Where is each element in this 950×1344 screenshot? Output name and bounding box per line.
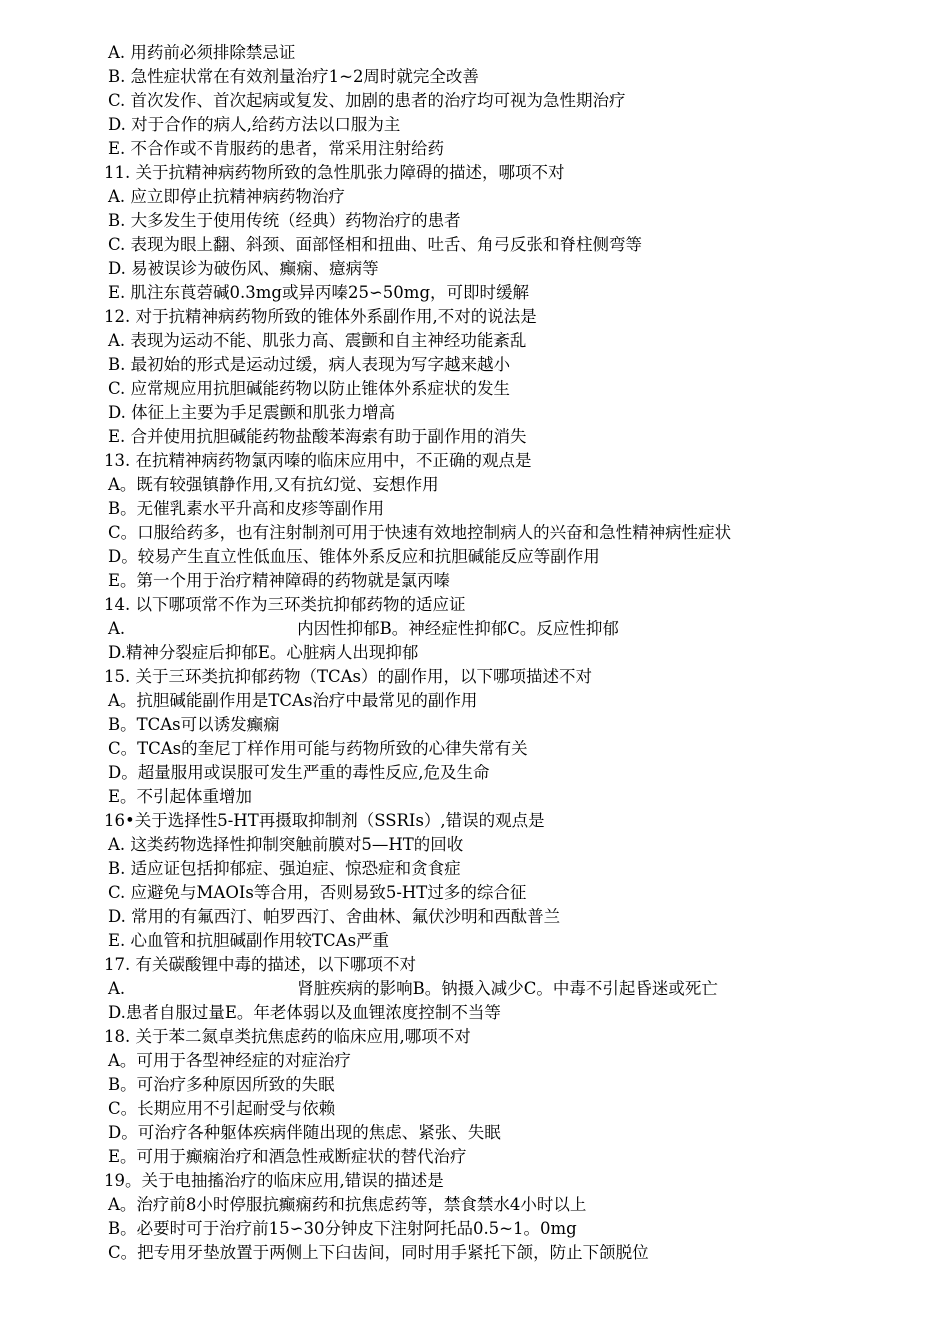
answer-option: E. 肌注东莨菪碱0.3mg或异丙嗪25∽50mg，可即时缓解 — [108, 283, 530, 302]
answer-option: B. 最初始的形式是运动过缓，病人表现为写字越来越小 — [108, 355, 511, 374]
answer-option: C。把专用牙垫放置于两侧上下臼齿间，同时用手紧托下颌，防止下颌脱位 — [108, 1243, 649, 1262]
answer-option: B. 大多发生于使用传统（经典）药物治疗的患者 — [108, 211, 461, 230]
question-stem: 14. 以下哪项常不作为三环类抗抑郁药物的适应证 — [104, 595, 466, 614]
answer-option: A. 表现为运动不能、肌张力高、震颤和自主神经功能紊乱 — [108, 331, 527, 350]
answer-option: E。可用于癫痫治疗和酒急性戒断症状的替代治疗 — [108, 1147, 467, 1166]
answer-option: C. 应避免与MAOIs等合用，否则易致5-HT过多的综合征 — [108, 883, 527, 902]
answer-option: D.精神分裂症后抑郁E。心脏病人出现抑郁 — [108, 643, 419, 662]
option-lead: A. — [108, 979, 126, 998]
answer-option: A。既有较强镇静作用,又有抗幻觉、妄想作用 — [108, 475, 439, 494]
answer-option: D。较易产生直立性低血压、锥体外系反应和抗胆碱能反应等副作用 — [108, 547, 600, 566]
option-lead: A. — [108, 619, 126, 638]
answer-option: E. 心血管和抗胆碱副作用较TCAs严重 — [108, 931, 390, 950]
answer-option: C。长期应用不引起耐受与依赖 — [108, 1099, 336, 1118]
answer-option: D. 常用的有氟西汀、帕罗西汀、舍曲林、氟伏沙明和西酞普兰 — [108, 907, 561, 926]
answer-option: C。TCAs的奎尼丁样作用可能与药物所致的心律失常有关 — [108, 739, 528, 758]
answer-option: D. 易被误诊为破伤风、癫痫、癔病等 — [108, 259, 379, 278]
answer-option: B. 适应证包括抑郁症、强迫症、惊恐症和贪食症 — [108, 859, 461, 878]
answer-option: E. 合并使用抗胆碱能药物盐酸苯海索有助于副作用的消失 — [108, 427, 527, 446]
question-stem: 11. 关于抗精神病药物所致的急性肌张力障碍的描述，哪项不对 — [104, 163, 565, 182]
answer-option: E。不引起体重增加 — [108, 787, 253, 806]
answer-option: D. 对于合作的病人,给药方法以口服为主 — [108, 115, 401, 134]
answer-option: A。治疗前8小时停服抗癫痫药和抗焦虑药等，禁食禁水4小时以上 — [108, 1195, 587, 1214]
answer-option: A。可用于各型神经症的对症治疗 — [108, 1051, 351, 1070]
option-text: 内因性抑郁B。神经症性抑郁C。反应性抑郁 — [297, 619, 619, 638]
answer-option: E. 不合作或不肯服药的患者，常采用注射给药 — [108, 139, 445, 158]
question-stem: 15. 关于三环类抗抑郁药物（TCAs）的副作用，以下哪项描述不对 — [104, 667, 592, 686]
answer-option: C. 首次发作、首次起病或复发、加剧的患者的治疗均可视为急性期治疗 — [108, 91, 626, 110]
answer-option: D.患者自服过量E。年老体弱以及血锂浓度控制不当等 — [108, 1003, 501, 1022]
answer-option: E。第一个用于治疗精神障碍的药物就是氯丙嗪 — [108, 571, 451, 590]
answer-option: D。可治疗各种躯体疾病伴随出现的焦虑、紧张、失眠 — [108, 1123, 501, 1142]
option-text: 肾脏疾病的影响B。钠摄入减少C。中毒不引起昏迷或死亡 — [297, 979, 718, 998]
answer-option: A. 应立即停止抗精神病药物治疗 — [108, 187, 345, 206]
answer-option: B. 急性症状常在有效剂量治疗1~2周时就完全改善 — [108, 67, 479, 86]
answer-option: A. 用药前必须排除禁忌证 — [108, 43, 296, 62]
answer-option: D。超量服用或误服可发生严重的毒性反应,危及生命 — [108, 763, 490, 782]
question-stem: 12. 对于抗精神病药物所致的锥体外系副作用,不对的说法是 — [104, 307, 537, 326]
question-stem: 18. 关于苯二氮卓类抗焦虑药的临床应用,哪项不对 — [104, 1027, 471, 1046]
answer-option: B。无催乳素水平升高和皮疹等副作用 — [108, 499, 385, 518]
answer-option: B。TCAs可以诱发癫痫 — [108, 715, 280, 734]
question-stem: 16•关于选择性5-HT再摄取抑制剂（SSRIs）,错误的观点是 — [104, 811, 545, 830]
answer-option: B。可治疗多种原因所致的失眠 — [108, 1075, 335, 1094]
question-stem: 19。关于电抽搐治疗的临床应用,错误的描述是 — [104, 1171, 444, 1190]
question-stem: 13. 在抗精神病药物氯丙嗪的临床应用中，不正确的观点是 — [104, 451, 532, 470]
answer-option: D. 体征上主要为手足震颤和肌张力增高 — [108, 403, 396, 422]
answer-option: A。抗胆碱能副作用是TCAs治疗中最常见的副作用 — [108, 691, 478, 710]
answer-option: C。口服给药多，也有注射制剂可用于快速有效地控制病人的兴奋和急性精神病性症状 — [108, 523, 732, 542]
answer-option: A. 这类药物选择性抑制突触前膜对5—HT的回收 — [108, 835, 464, 854]
answer-option: C. 应常规应用抗胆碱能药物以防止锥体外系症状的发生 — [108, 379, 511, 398]
question-stem: 17. 有关碳酸锂中毒的描述，以下哪项不对 — [104, 955, 416, 974]
answer-option-row — [0, 617, 950, 641]
answer-option-row — [0, 977, 950, 1001]
answer-option: B。必要时可于治疗前15∽30分钟皮下注射阿托品0.5~1。0mg — [108, 1219, 577, 1238]
answer-option: C. 表现为眼上翻、斜颈、面部怪相和扭曲、吐舌、角弓反张和脊柱侧弯等 — [108, 235, 643, 254]
